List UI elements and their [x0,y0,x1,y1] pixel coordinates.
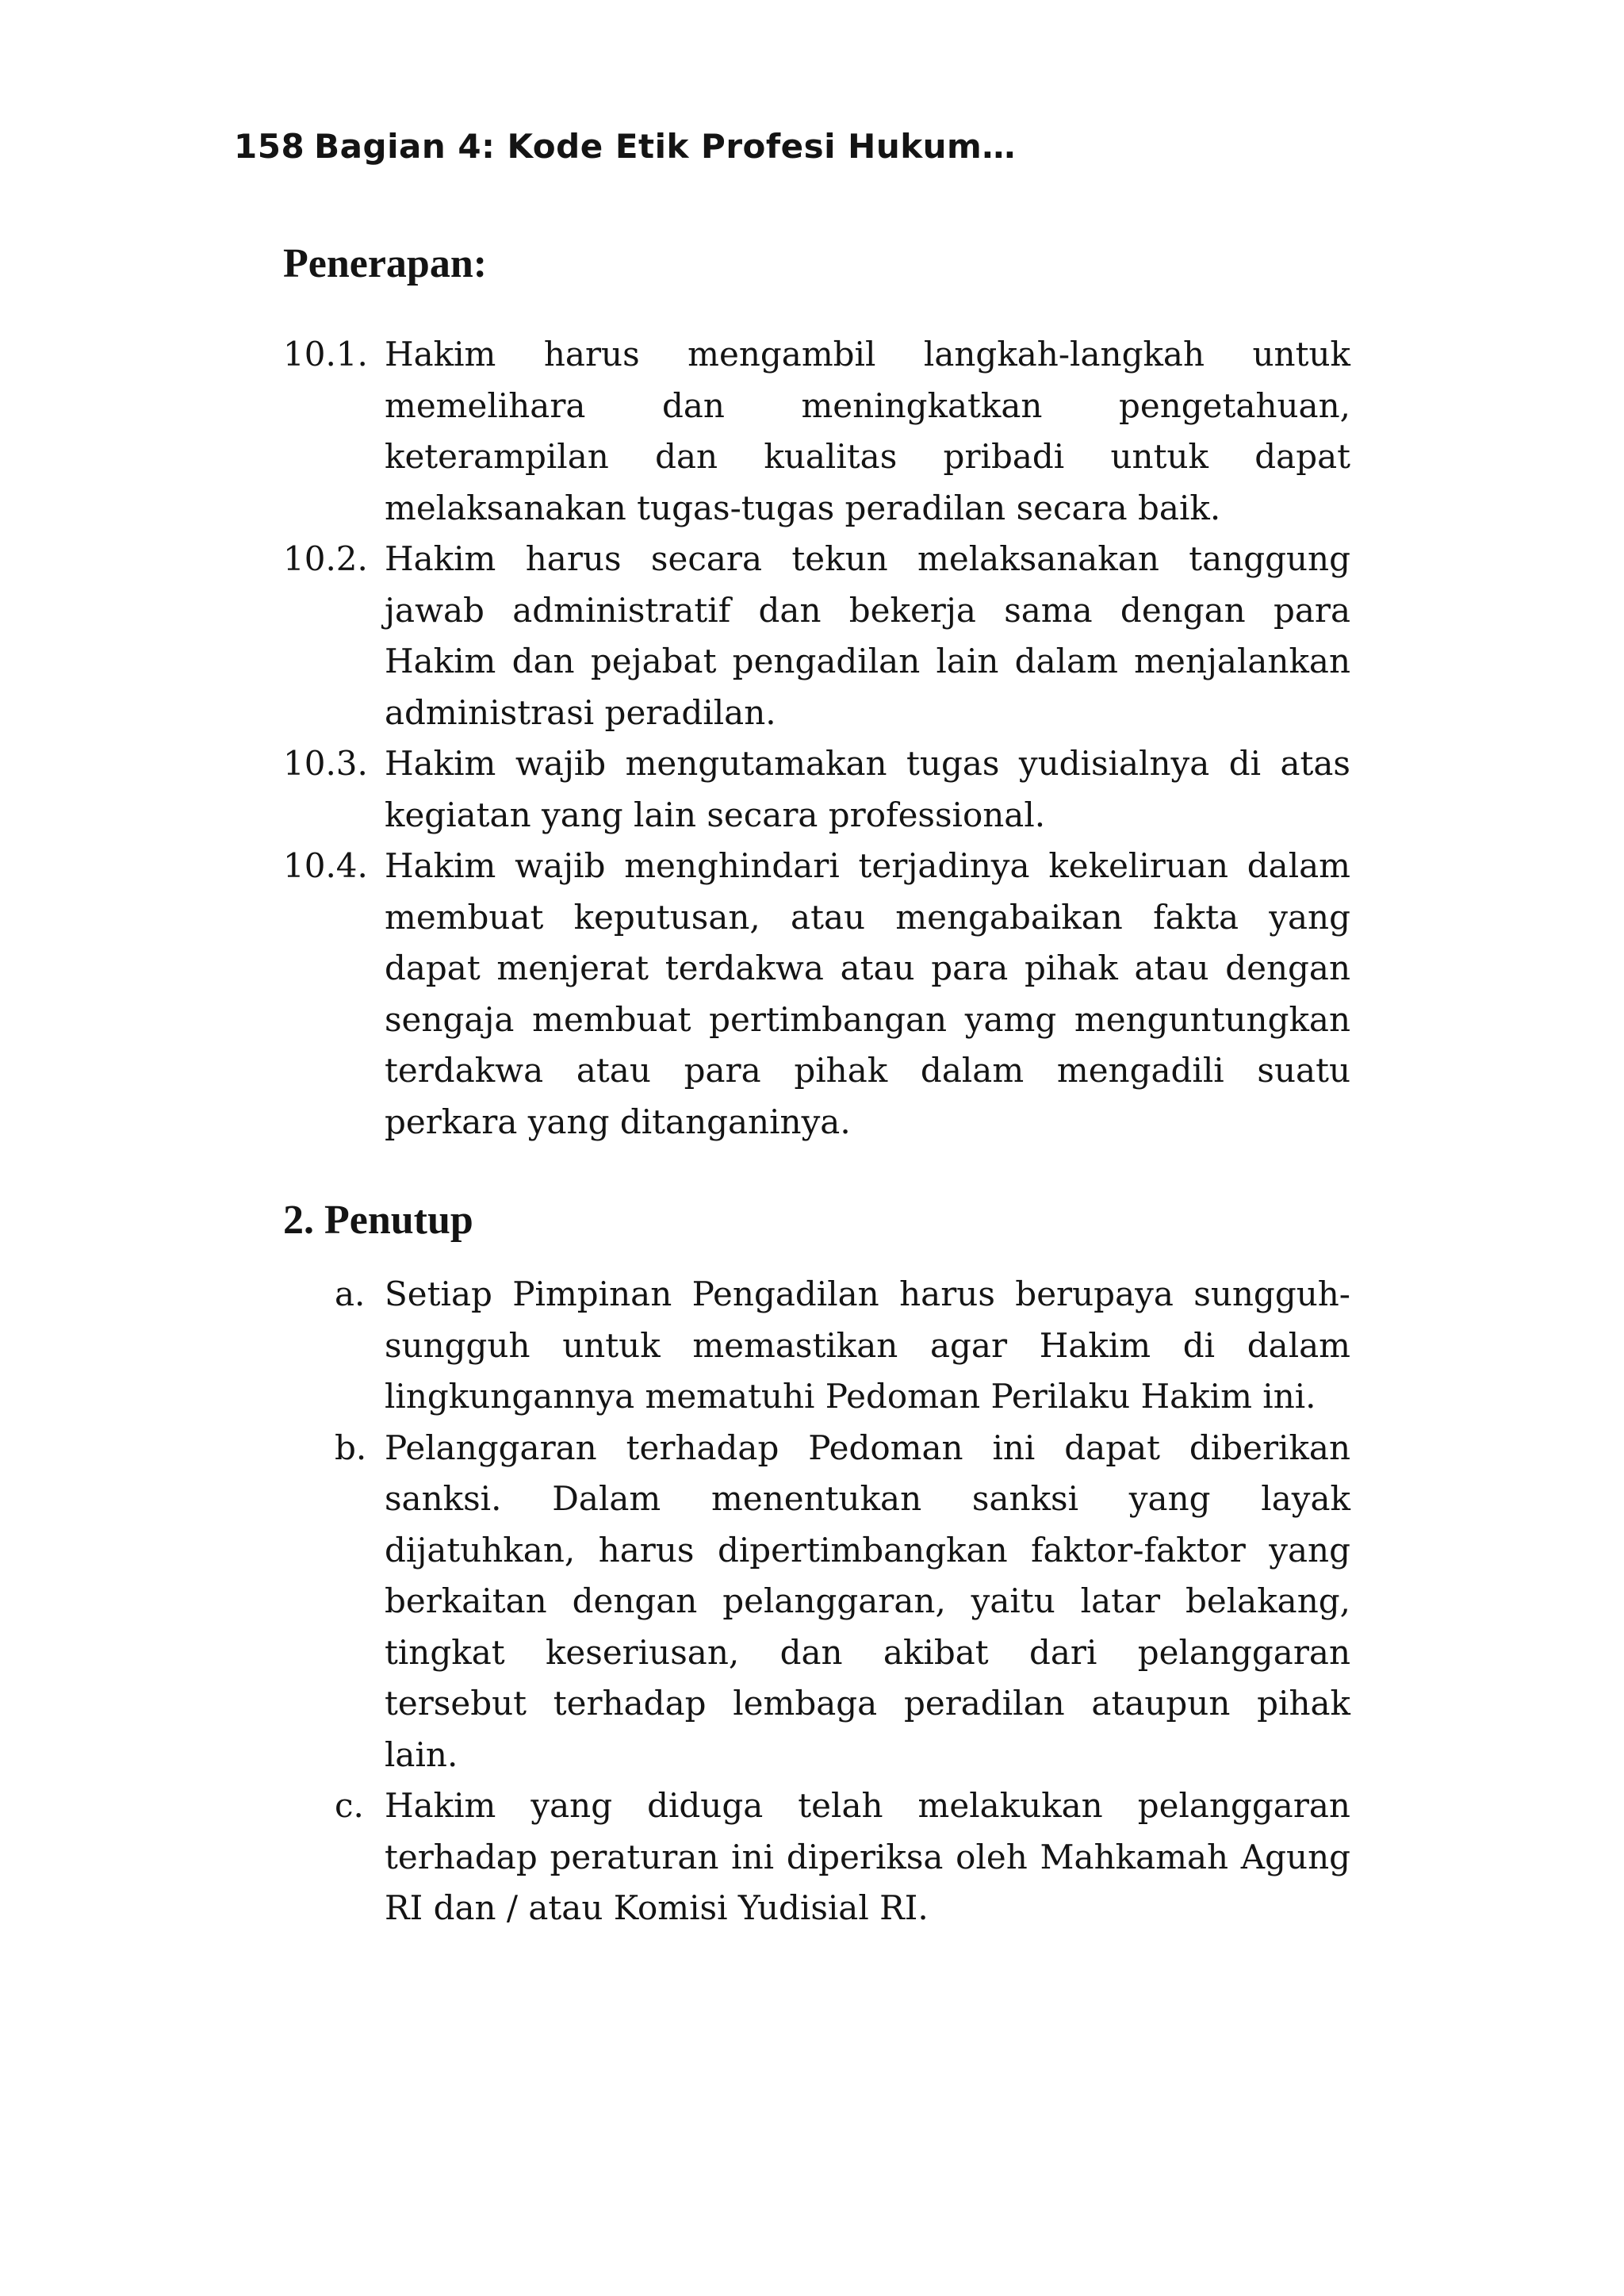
list-item [283,1423,1350,1781]
list-item [283,841,1350,1148]
running-header [234,127,1016,167]
item-letter: b. [335,1428,367,1467]
item-text: Setiap Pimpinan Pengadilan harus berupaya sungguh-sungguh untuk memastikan agar Hakim di dalam lingkungannya mematuhi Pedoman Perilaku Hakim ini. [385,1274,1350,1416]
item-text: Hakim wajib mengutamakan tugas yudisialnya di atas kegiatan yang lain secara professional. [385,744,1350,834]
penerapan-list [283,329,1350,1148]
item-text: Hakim yang diduga telah melakukan pelanggaran terhadap peraturan ini diperiksa oleh Mahkamah Agung RI dan / atau Komisi Yudisial RI. [385,1786,1350,1927]
section-title-penerapan: Penerapan: [283,241,488,286]
list-item [283,1269,1350,1423]
running-title: Bagian 4: Kode Etik Profesi Hukum… [314,127,1016,166]
list-item [283,534,1350,738]
item-number: 10.2. [283,539,368,578]
item-text: Pelanggaran terhadap Pedoman ini dapat diberikan sanksi. Dalam menentukan sanksi yang layak dijatuhkan, harus dipertimbangkan faktor-faktor yang berkaitan dengan pelanggaran, yaitu latar belakang, tingkat keseriusan, dan akibat dari pelanggaran tersebut terhadap lembaga peradilan ataupun pihak lain. [385,1428,1350,1774]
list-item [283,329,1350,534]
item-text: Hakim harus mengambil langkah-langkah untuk memelihara dan meningkatkan pengetahuan, keterampilan dan kualitas pribadi untuk dapat melaksanakan tugas-tugas peradilan secara baik. [385,335,1350,527]
list-item [283,1780,1350,1934]
item-number: 10.4. [283,846,368,885]
item-text: Hakim harus secara tekun melaksanakan tanggung jawab administratif dan bekerja sama dengan para Hakim dan pejabat pengadilan lain dalam menjalankan administrasi peradilan. [385,539,1350,732]
item-letter: c. [335,1786,364,1825]
penutup-list [283,1269,1350,1934]
item-text: Hakim wajib menghindari terjadinya kekeliruan dalam membuat keputusan, atau mengabaikan fakta yang dapat menjerat terdakwa atau para pihak atau dengan sengaja membuat pertimbangan yamg menguntungkan terdakwa atau para pihak dalam mengadili suatu perkara yang ditanganinya. [385,846,1350,1141]
item-letter: a. [335,1274,366,1313]
page-number: 158 [234,127,305,166]
list-item [283,738,1350,841]
item-number: 10.1. [283,335,368,374]
item-number: 10.3. [283,744,368,783]
section-title-penutup: 2. Penutup [283,1198,473,1243]
